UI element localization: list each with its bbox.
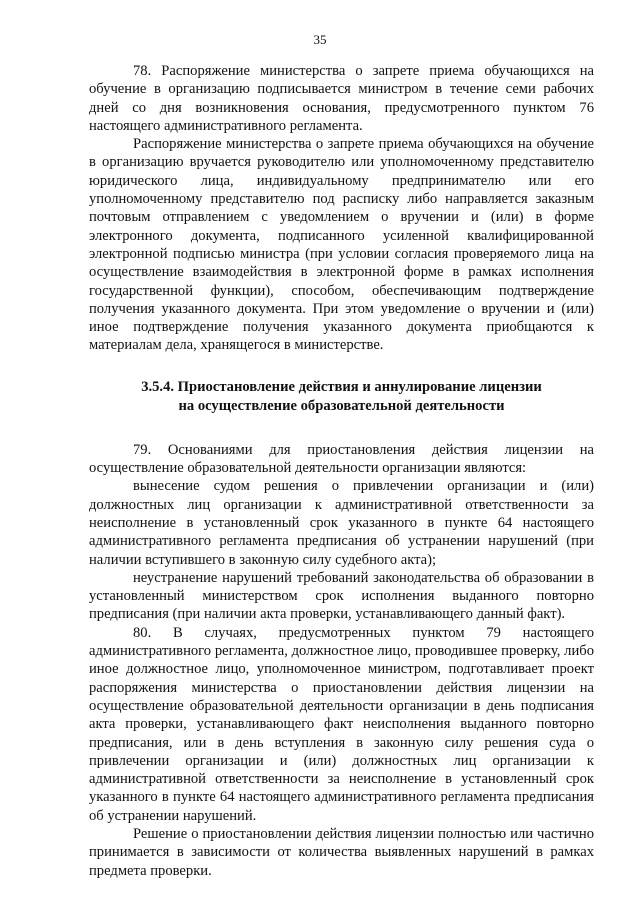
- paragraph-79-item-non-elimination: неустранение нарушений требований законодательства об образовании в установленный министерством срок исполнения выданного повторно предписания (при наличии акта проверки, устанавливающего данный факт).: [89, 569, 594, 623]
- section-heading: [89, 378, 594, 416]
- paragraph-79-item-court-decision: вынесение судом решения о привлечении организации и (или) должностных лиц организации к административной ответственности за неисполнение в установленный срок указанного в пункте 64 настоящего административного регламента предписания об устранении нарушений (при наличии вступившего в законную силу судебного акта);: [89, 478, 594, 568]
- paragraph-78-delivery: Распоряжение министерства о запрете приема обучающихся на обучение в организацию вручается руководителю или уполномоченному представителю юридического лица, индивидуальному предпринимателю или его уполномоченному представителю под расписку либо направляется заказным почтовым отправлением с уведомлением о вручении и (или) в форме электронного документа, подписанного усиленной квалифицированной электронной подписью министра (при условии согласия проверяемого лица на осуществление взаимодействия в электронной форме в рамках исполнения государственной функции), способом, обеспечивающим подтверждение получения указанного документа. При этом уведомление о вручении и (или) иное подтверждение получения указанного документа приобщаются к материалам дела, хранящегося в министерстве.: [89, 136, 594, 354]
- paragraph-80-decision: Решение о приостановлении действия лицензии полностью или частично принимается в зависимости от количества выявленных нарушений в рамках предмета проверки.: [89, 825, 594, 879]
- paragraph-79: 79. Основаниями для приостановления действия лицензии на осуществление образовательной деятельности организации являются:: [89, 441, 594, 477]
- page-number: 35: [313, 32, 327, 47]
- document-body: [89, 62, 594, 880]
- section-heading-line-1: 3.5.4. Приостановление действия и аннулирование лицензии: [141, 378, 542, 395]
- paragraph-78: 78. Распоряжение министерства о запрете приема обучающихся на обучение в организацию подписывается министром в течение семи рабочих дней со дня возникновения основания, предусмотренного пунктом 76 настоящего административного регламента.: [89, 63, 594, 134]
- paragraph-80: 80. В случаях, предусмотренных пунктом 79 настоящего административного регламента, должностное лицо, проводившее проверку, либо иное должностное лицо, уполномоченное министром, подготавливает проект распоряжения министерства о приостановлении действия лицензии на осуществление образовательной деятельности организации в день подписания акта проверки, устанавливающего факт неисполнения выданного повторно предписания, или в день вступления в законную силу решения суда о привлечении организации и (или) должностных лиц организации к административной ответственности за неисполнение в установленный срок указанного в пункте 64 настоящего административного регламента предписания об устранении нарушений.: [89, 624, 594, 824]
- section-heading-line-2: на осуществление образовательной деятельности: [178, 397, 505, 414]
